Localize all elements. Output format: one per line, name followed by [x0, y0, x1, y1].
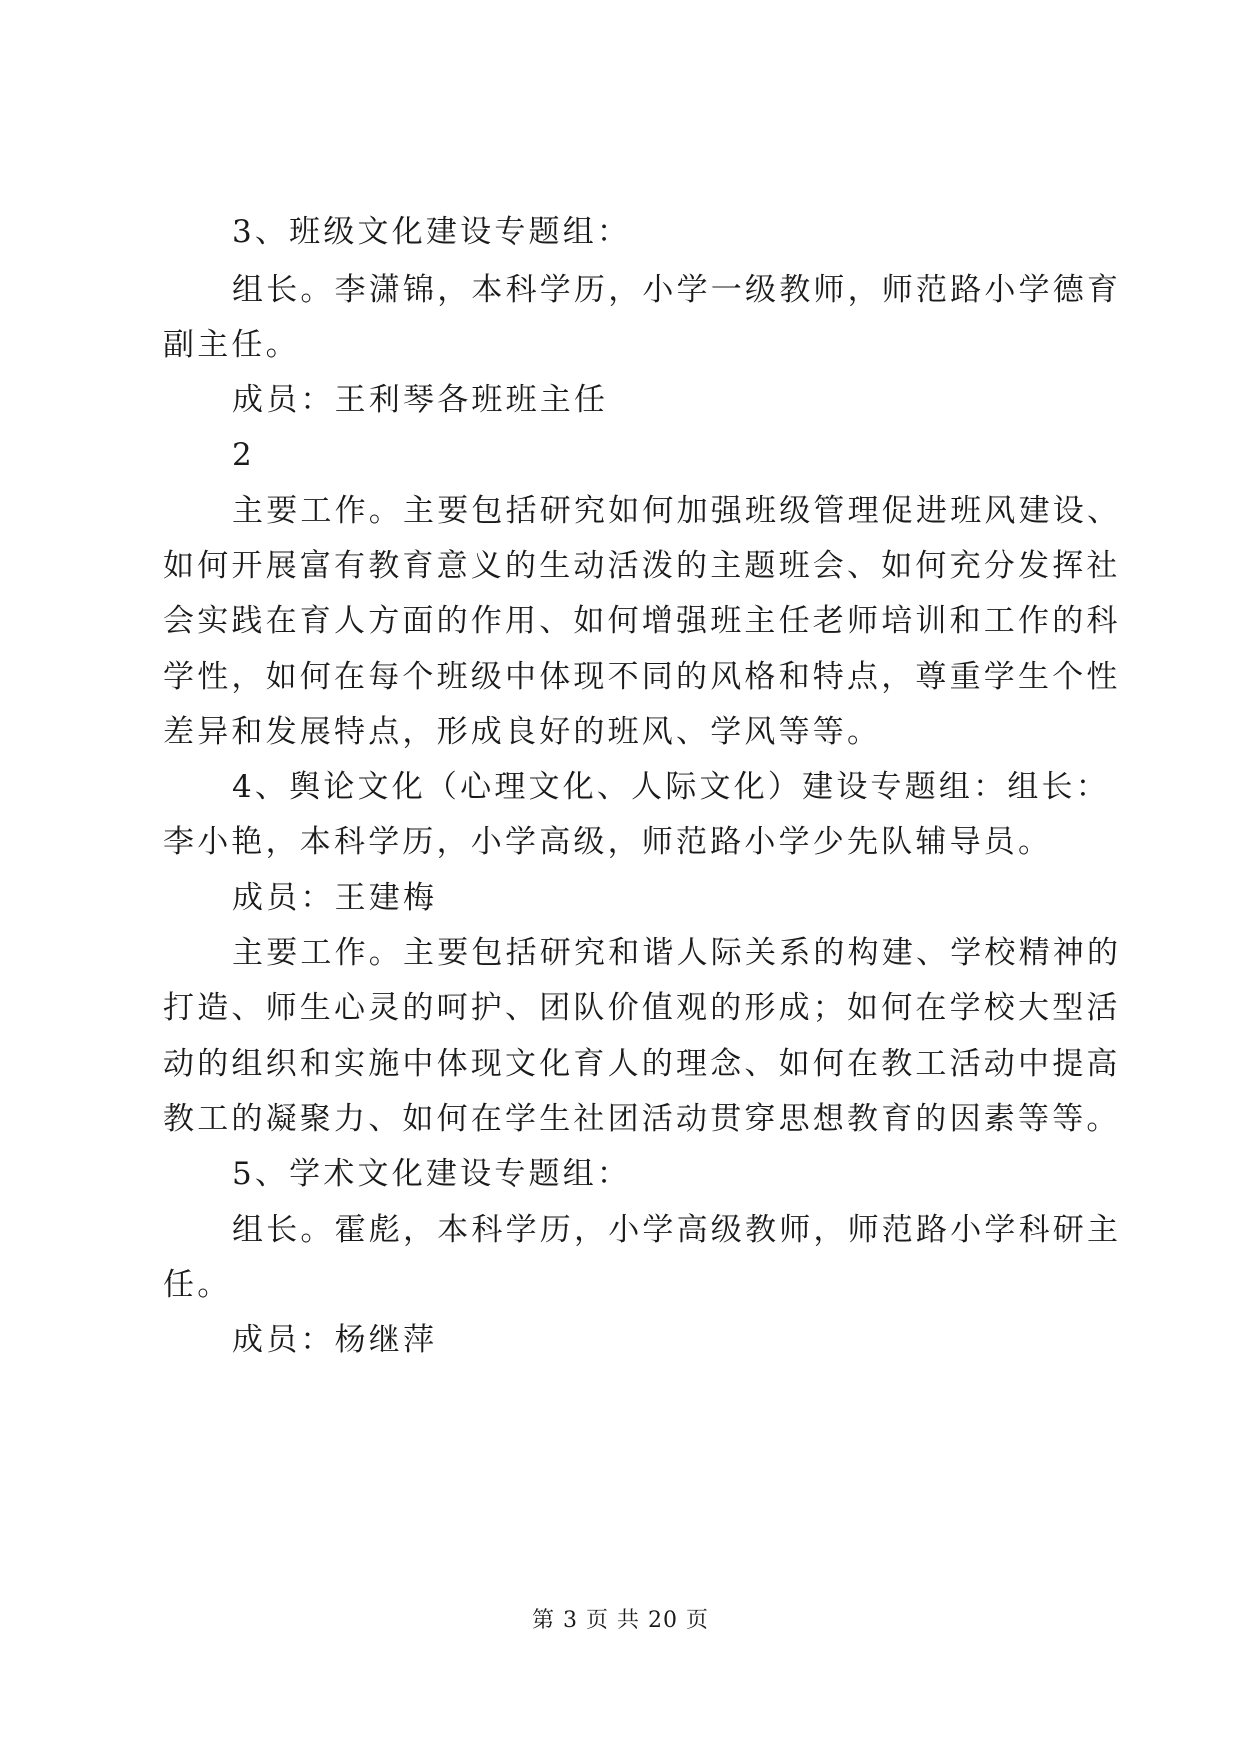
paragraph-line: 会实践在育人方面的作用、如何增强班主任老师培训和工作的科: [163, 603, 1121, 639]
heading-academic-culture-group: 5、学术文化建设专题组：: [232, 1156, 632, 1192]
paragraph-line: 打造、师生心灵的呵护、团队价值观的形成；如何在学校大型活: [163, 990, 1121, 1026]
paragraph-line: 成员：杨继萍: [232, 1322, 438, 1358]
paragraph-line: 差异和发展特点，形成良好的班风、学风等等。: [163, 714, 882, 750]
heading-opinion-culture-group: 4、舆论文化（心理文化、人际文化）建设专题组：组长：: [232, 769, 1110, 805]
paragraph-line: 副主任。: [163, 327, 300, 363]
paragraph-line: 2: [232, 437, 255, 473]
paragraph-line: 任。: [163, 1267, 232, 1303]
page-number-footer: 第 3 页 共 20 页: [532, 1608, 709, 1633]
paragraph-line: 主要工作。主要包括研究如何加强班级管理促进班风建设、: [232, 493, 1122, 529]
paragraph-line: 组长。李潇锦，本科学历，小学一级教师，师范路小学德育: [232, 272, 1122, 308]
paragraph-line: 主要工作。主要包括研究和谐人际关系的构建、学校精神的: [232, 935, 1122, 971]
paragraph-line: 学性，如何在每个班级中体现不同的风格和特点，尊重学生个性: [163, 659, 1121, 695]
paragraph-line: 成员：王利琴各班班主任: [232, 382, 609, 418]
paragraph-line: 组长。霍彪，本科学历，小学高级教师，师范路小学科研主: [232, 1212, 1122, 1248]
paragraph-line: 如何开展富有教育意义的生动活泼的主题班会、如何充分发挥社: [163, 548, 1121, 584]
paragraph-line: 成员：王建梅: [232, 880, 438, 916]
paragraph-line: 动的组织和实施中体现文化育人的理念、如何在教工活动中提高: [163, 1046, 1121, 1082]
heading-class-culture-group: 3、班级文化建设专题组：: [232, 214, 632, 250]
paragraph-line: 教工的凝聚力、如何在学生社团活动贯穿思想教育的因素等等。: [163, 1101, 1121, 1137]
paragraph-line: 李小艳，本科学历，小学高级，师范路小学少先队辅导员。: [163, 824, 1053, 860]
